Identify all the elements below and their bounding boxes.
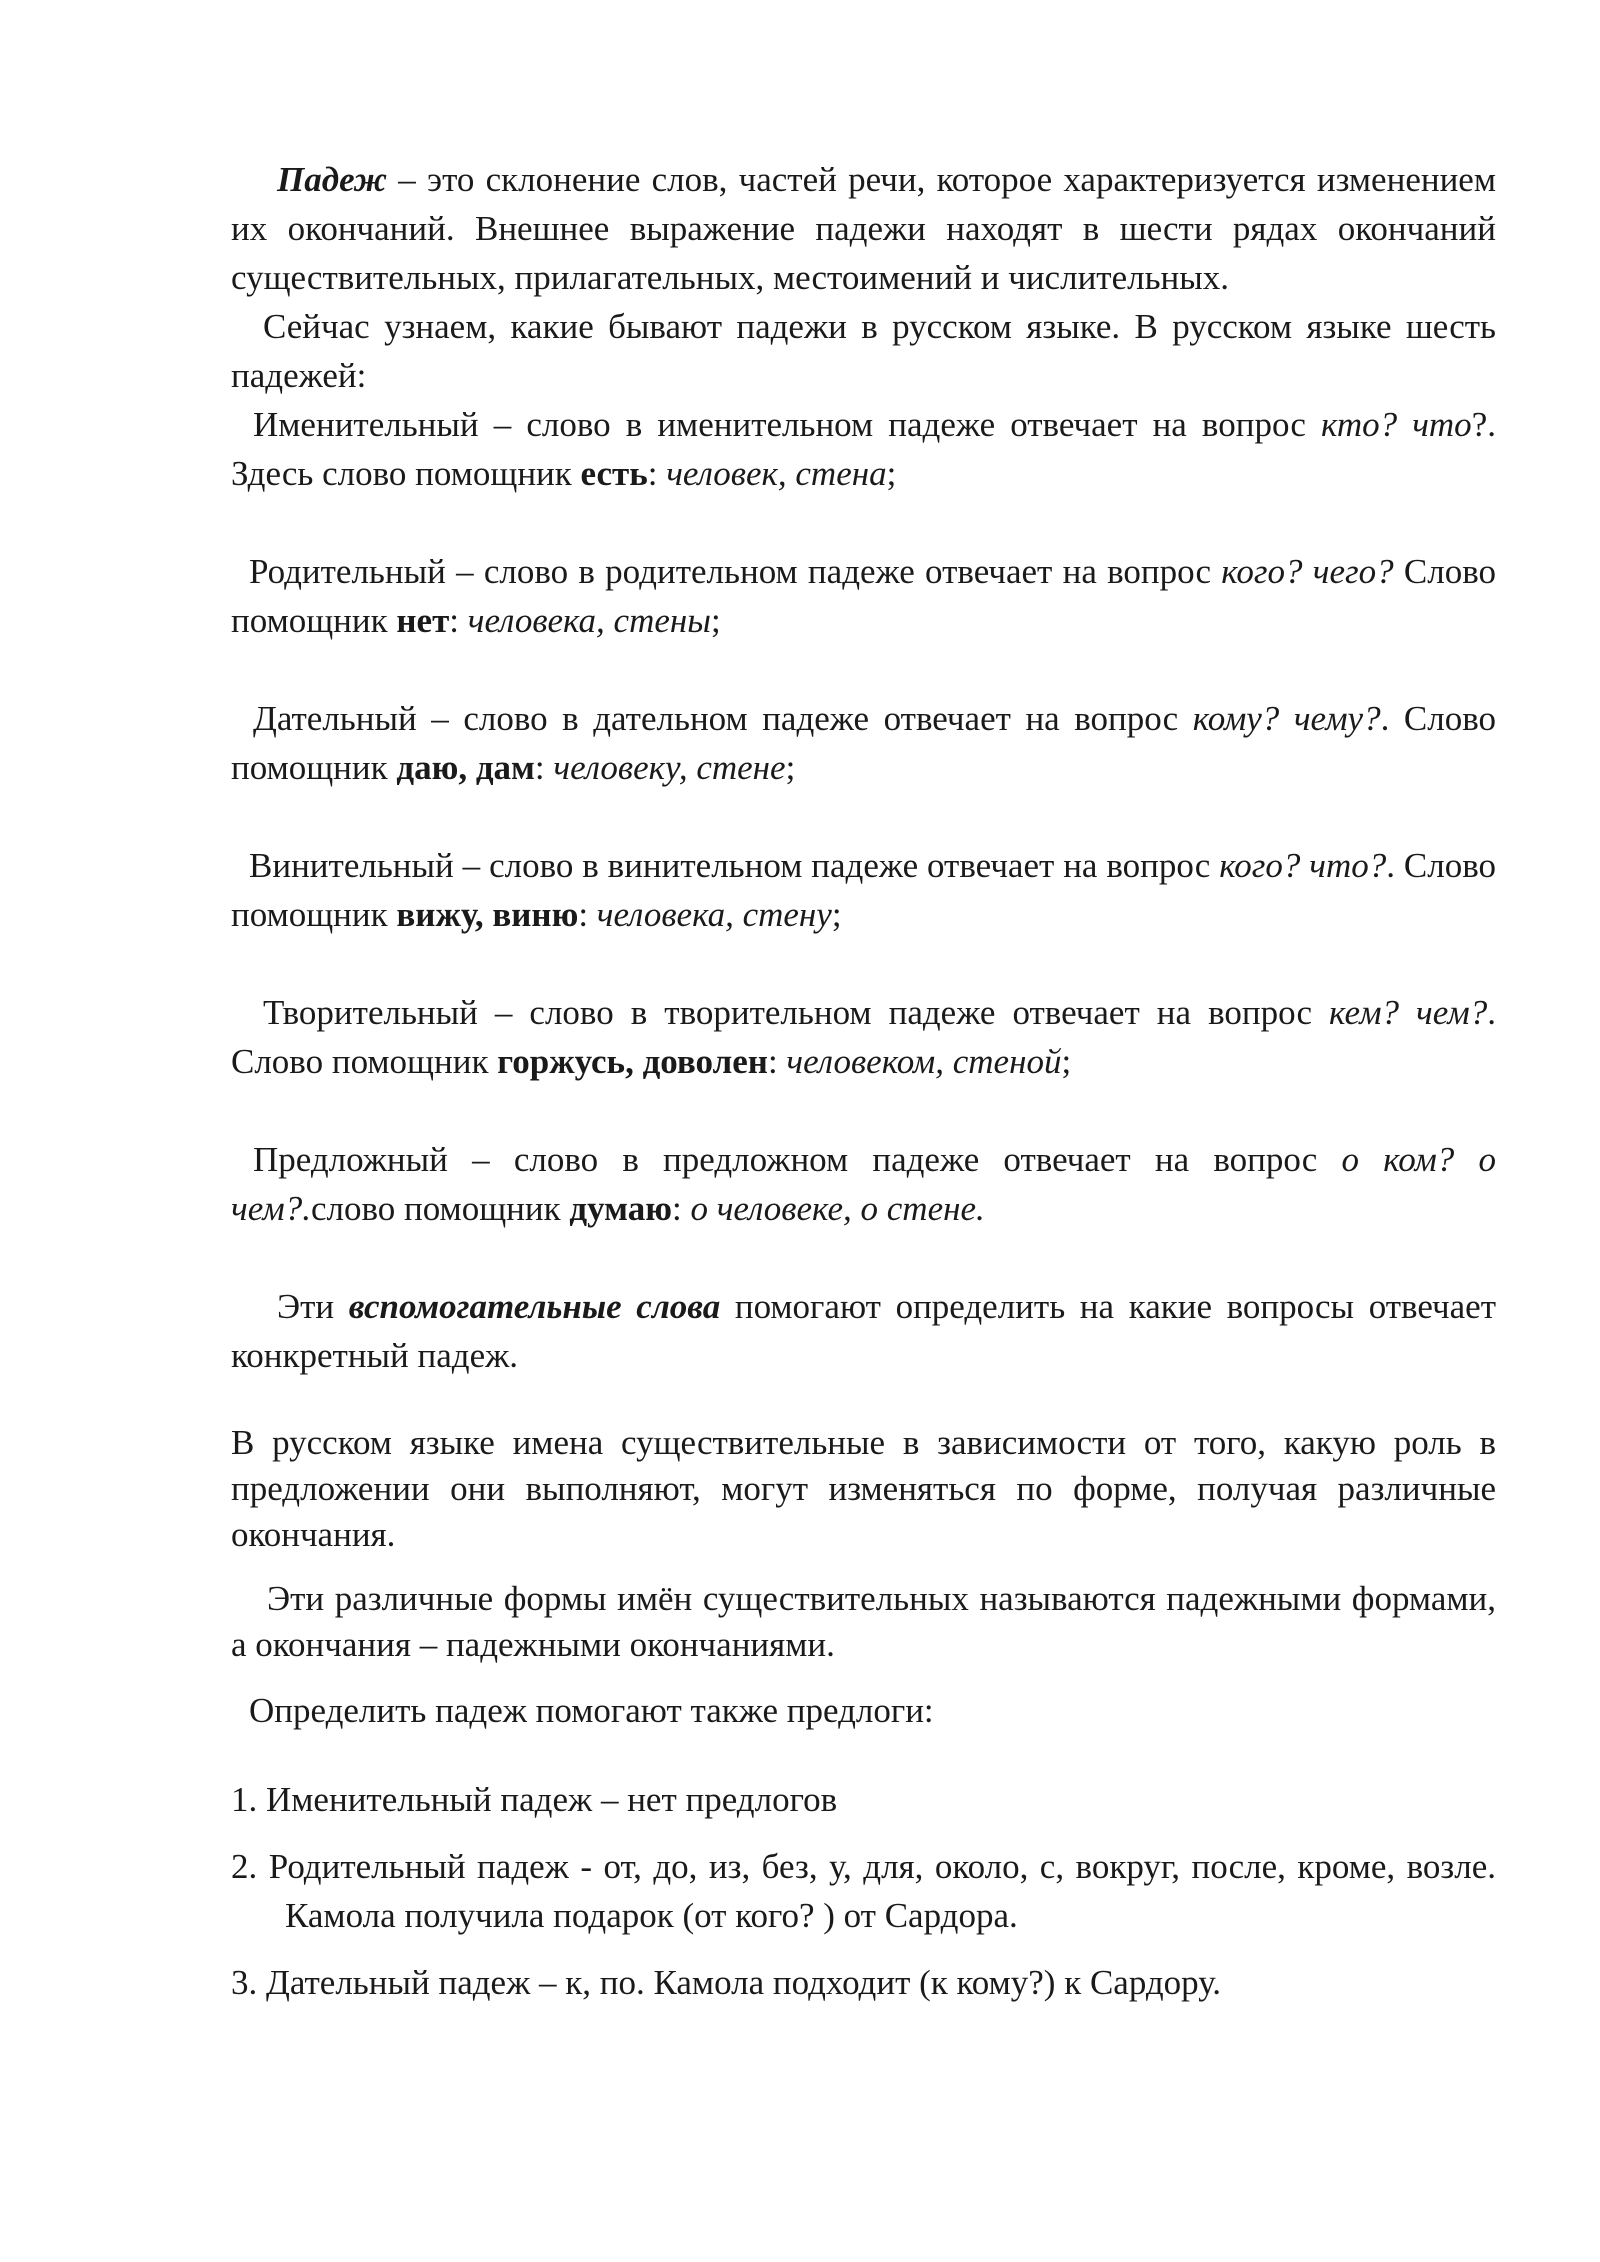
case-question: кого? чего? <box>1221 552 1394 591</box>
case-genitive <box>231 547 1496 645</box>
case-text: : <box>578 895 597 934</box>
case-text: ; <box>785 748 796 787</box>
document-page <box>231 155 1496 2007</box>
case-examples: человеку, стене <box>553 748 786 787</box>
case-text: : <box>647 454 667 493</box>
case-question: кем? чем? <box>1329 993 1488 1032</box>
case-text: ; <box>710 601 721 640</box>
intro-text: – это склонение слов, частей речи, которое характеризуется изменением их окончаний. Внешнее выражение падежи находят в шести рядах окончаний существительных, прилагательных, местоимений и числительных. <box>231 160 1496 297</box>
case-text: ; <box>1061 1042 1072 1081</box>
case-question: кто? что <box>1320 405 1472 444</box>
case-text: ?. Здесь слово помощник <box>231 405 1496 493</box>
case-examples: о человеке, о стене. <box>690 1189 985 1228</box>
helper-word: есть <box>580 454 648 493</box>
list-item-dative: 3. Дательный падеж – к, по. Камола подходит (к кому?) к Сардору. <box>231 1963 1221 2002</box>
case-nominative <box>231 400 1496 498</box>
case-question: о ком? о чем?. <box>231 1140 1496 1228</box>
lead-paragraph: Сейчас узнаем, какие бывают падежи в русском языке. В русском языке шесть падежей: <box>231 307 1496 395</box>
case-text: Слово помощник <box>231 552 1496 640</box>
term-padezh: Падеж <box>277 160 388 199</box>
case-question: кому? чему? <box>1192 699 1381 738</box>
helper-word: горжусь, доволен <box>497 1042 768 1081</box>
case-examples: человек, стена <box>666 454 887 493</box>
case-prepositional <box>231 1135 1496 1233</box>
case-instrumental <box>231 988 1496 1086</box>
helper-word: думаю <box>569 1189 672 1228</box>
case-dative <box>231 694 1496 792</box>
nouns-paragraph: В русском языке имена существительные в зависимости от того, какую роль в предложении они выполняют, могут изменяться по форме, получая различные окончания. <box>231 1423 1496 1554</box>
case-text: Предложный – слово в предложном падеже отвечает на вопрос <box>253 1140 1342 1179</box>
forms-paragraph: Эти различные формы имён существительных называются падежными формами, а окончания – падежными окончаниями. <box>231 1579 1496 1664</box>
note-text: помогают определить на какие вопросы отвечает конкретный падеж. <box>231 1287 1496 1375</box>
list-item-text: 2. Родительный падеж - от, до, из, без, у, для, около, с, вокруг, после, кроме, возле. <box>231 1847 1496 1886</box>
case-text: . Слово помощник <box>231 699 1496 787</box>
case-text: . Слово помощник <box>231 993 1496 1081</box>
case-text: . Слово помощник <box>231 846 1497 934</box>
helper-word: нет <box>396 601 450 640</box>
case-text: Именительный – слово в именительном падеже отвечает на вопрос <box>253 405 1321 444</box>
note-text: Эти <box>277 1287 349 1326</box>
list-item-example: Камола получила подарок (от кого? ) от Сардора. <box>285 1896 1018 1935</box>
case-accusative <box>231 841 1496 939</box>
term-helper-words: вспомогательные слова <box>348 1287 721 1326</box>
prepositions-lead: Определить падеж помогают также предлоги: <box>249 1691 934 1730</box>
case-examples: человека, стены <box>467 601 711 640</box>
case-text: Творительный – слово в творительном падеже отвечает на вопрос <box>263 993 1330 1032</box>
case-text: слово помощник <box>310 1189 570 1228</box>
intro-paragraph <box>231 155 1496 302</box>
list-item-nominative: 1. Именительный падеж – нет предлогов <box>231 1780 838 1819</box>
case-text: : <box>767 1042 787 1081</box>
helper-word: даю, дам <box>396 748 535 787</box>
case-examples: человеком, стеной <box>786 1042 1062 1081</box>
list-item-genitive <box>231 1842 1496 1940</box>
case-examples: человека, стену <box>596 895 832 934</box>
helpers-note-paragraph <box>231 1282 1496 1380</box>
case-text: : <box>534 748 554 787</box>
case-question: кого? что? <box>1219 846 1387 885</box>
helper-word: вижу, виню <box>396 895 579 934</box>
case-text: ; <box>831 895 842 934</box>
case-text: Родительный – слово в родительном падеже отвечает на вопрос <box>249 552 1222 591</box>
case-text: : <box>671 1189 691 1228</box>
case-text: : <box>449 601 468 640</box>
case-text: Винительный – слово в винительном падеже отвечает на вопрос <box>249 846 1220 885</box>
case-text: ; <box>886 454 897 493</box>
case-text: Дательный – слово в дательном падеже отвечает на вопрос <box>253 699 1193 738</box>
